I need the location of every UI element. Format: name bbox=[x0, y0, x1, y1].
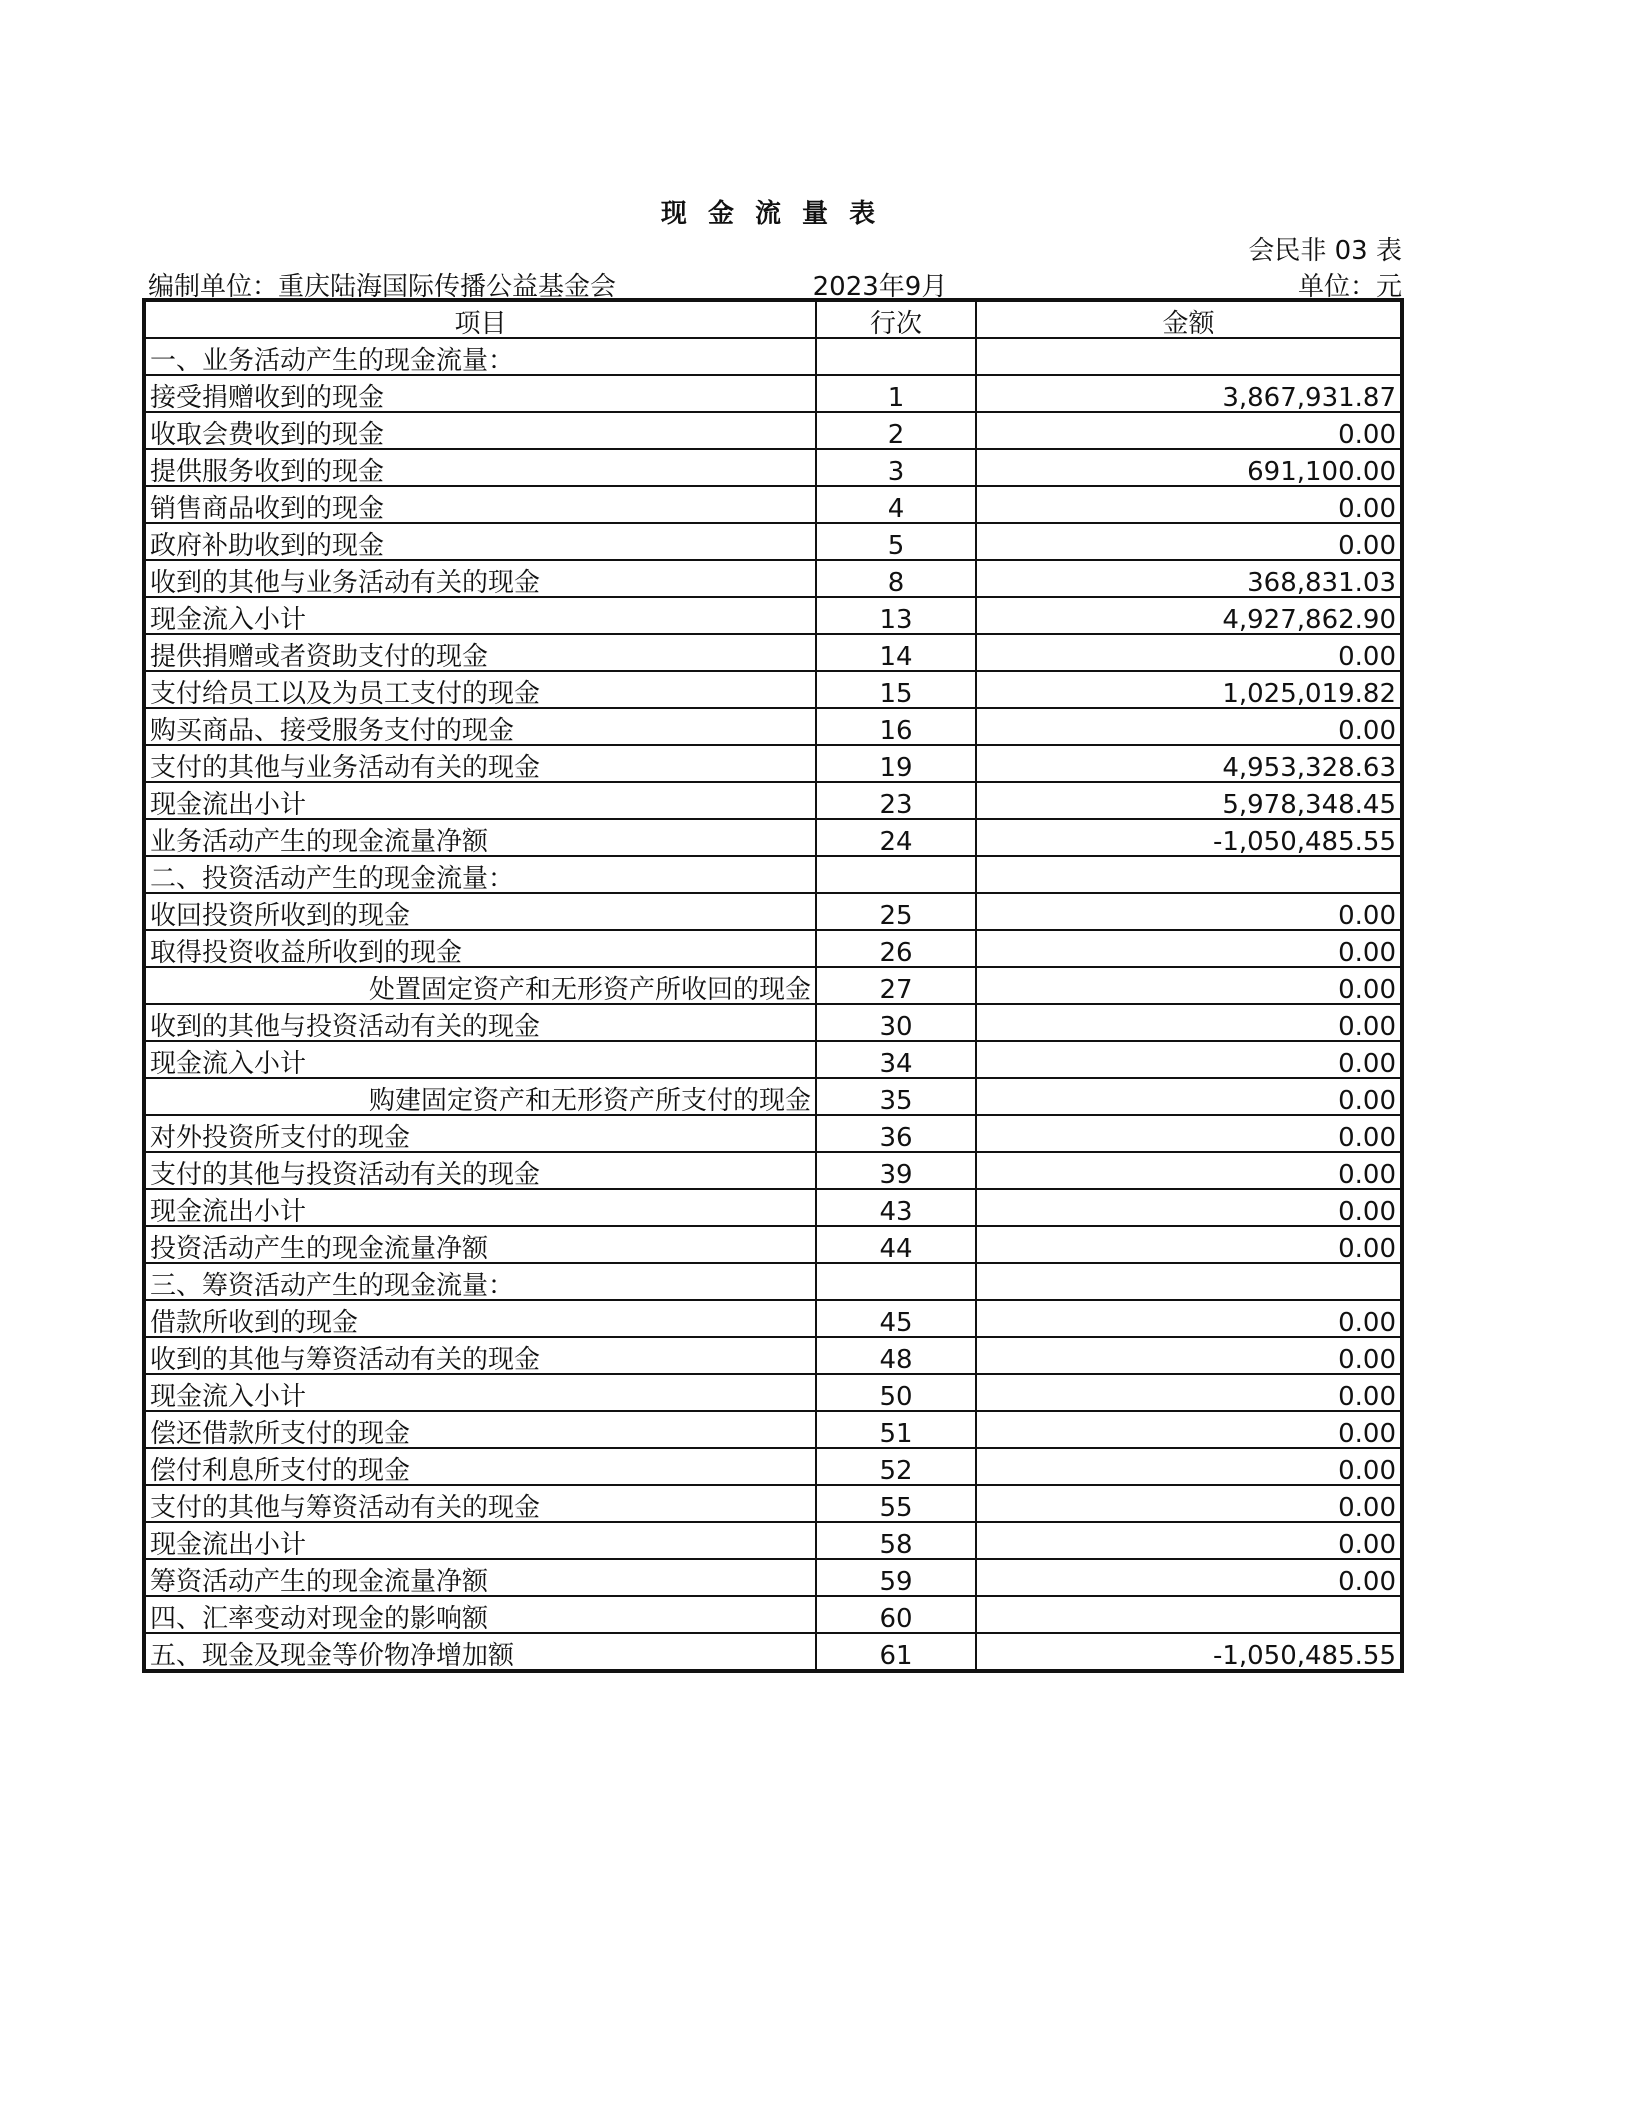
row-amount: 0.00 bbox=[976, 1337, 1400, 1374]
row-amount: 0.00 bbox=[976, 412, 1400, 449]
row-item: 销售商品收到的现金 bbox=[146, 486, 816, 523]
row-item: 购买商品、接受服务支付的现金 bbox=[146, 708, 816, 745]
row-line-no: 13 bbox=[816, 597, 976, 634]
row-item: 处置固定资产和无形资产所收回的现金 bbox=[146, 967, 816, 1004]
row-line-no: 1 bbox=[816, 375, 976, 412]
row-amount: 0.00 bbox=[976, 1226, 1400, 1263]
organization-label: 编制单位：重庆陆海国际传播公益基金会 bbox=[148, 272, 617, 302]
row-line-no: 15 bbox=[816, 671, 976, 708]
table-row bbox=[146, 560, 1400, 597]
row-line-no: 58 bbox=[816, 1522, 976, 1559]
row-amount bbox=[976, 1596, 1400, 1633]
table-row bbox=[146, 856, 1400, 893]
row-line-no: 44 bbox=[816, 1226, 976, 1263]
row-item: 四、汇率变动对现金的影响额 bbox=[146, 1596, 816, 1633]
row-line-no: 16 bbox=[816, 708, 976, 745]
row-line-no: 26 bbox=[816, 930, 976, 967]
row-line-no bbox=[816, 856, 976, 893]
row-amount: -1,050,485.55 bbox=[976, 819, 1400, 856]
table-row bbox=[146, 1115, 1400, 1152]
table-row bbox=[146, 930, 1400, 967]
row-item: 购建固定资产和无形资产所支付的现金 bbox=[146, 1078, 816, 1115]
row-amount: 0.00 bbox=[976, 1300, 1400, 1337]
row-line-no: 48 bbox=[816, 1337, 976, 1374]
row-amount: 0.00 bbox=[976, 1559, 1400, 1596]
row-amount: 4,953,328.63 bbox=[976, 745, 1400, 782]
row-amount: 0.00 bbox=[976, 1448, 1400, 1485]
row-item: 支付的其他与投资活动有关的现金 bbox=[146, 1152, 816, 1189]
row-item: 接受捐赠收到的现金 bbox=[146, 375, 816, 412]
table-row bbox=[146, 375, 1400, 412]
table-row bbox=[146, 1300, 1400, 1337]
row-item: 收到的其他与业务活动有关的现金 bbox=[146, 560, 816, 597]
row-line-no bbox=[816, 338, 976, 375]
table-row bbox=[146, 967, 1400, 1004]
row-item: 支付的其他与筹资活动有关的现金 bbox=[146, 1485, 816, 1522]
table-row bbox=[146, 1152, 1400, 1189]
row-item: 取得投资收益所收到的现金 bbox=[146, 930, 816, 967]
table-row bbox=[146, 1448, 1400, 1485]
row-item: 偿付利息所支付的现金 bbox=[146, 1448, 816, 1485]
row-amount: 5,978,348.45 bbox=[976, 782, 1400, 819]
row-line-no: 39 bbox=[816, 1152, 976, 1189]
row-line-no: 59 bbox=[816, 1559, 976, 1596]
row-line-no: 61 bbox=[816, 1633, 976, 1669]
row-amount: 4,927,862.90 bbox=[976, 597, 1400, 634]
row-amount: -1,050,485.55 bbox=[1212, 1641, 1396, 1669]
row-item: 提供捐赠或者资助支付的现金 bbox=[146, 634, 816, 671]
table-row bbox=[146, 1004, 1400, 1041]
row-amount: 1,025,019.82 bbox=[976, 671, 1400, 708]
row-item: 现金流入小计 bbox=[146, 597, 816, 634]
table-row bbox=[146, 449, 1400, 486]
row-amount: 0.00 bbox=[976, 1522, 1400, 1559]
table-row bbox=[146, 338, 1400, 375]
row-amount: 0.00 bbox=[976, 1041, 1400, 1078]
row-amount: 691,100.00 bbox=[976, 449, 1400, 486]
row-item: 政府补助收到的现金 bbox=[146, 523, 816, 560]
row-item: 现金流出小计 bbox=[146, 782, 816, 819]
row-amount bbox=[976, 856, 1400, 893]
row-item: 现金流出小计 bbox=[146, 1189, 816, 1226]
row-line-no bbox=[816, 1263, 976, 1300]
row-amount: 0.00 bbox=[976, 486, 1400, 523]
row-line-no: 55 bbox=[816, 1485, 976, 1522]
header-amount: 金额 bbox=[976, 302, 1400, 338]
row-amount bbox=[976, 338, 1400, 375]
table-row bbox=[146, 1485, 1400, 1522]
table-row bbox=[146, 893, 1400, 930]
row-line-no: 50 bbox=[816, 1374, 976, 1411]
table-row bbox=[146, 486, 1400, 523]
row-line-no: 60 bbox=[816, 1596, 976, 1633]
row-line-no: 52 bbox=[816, 1448, 976, 1485]
row-item: 收回投资所收到的现金 bbox=[146, 893, 816, 930]
table-row bbox=[146, 1263, 1400, 1300]
table-row bbox=[146, 412, 1400, 449]
table-row bbox=[146, 745, 1400, 782]
table-row bbox=[146, 1189, 1400, 1226]
table-row bbox=[146, 634, 1400, 671]
row-line-no: 14 bbox=[816, 634, 976, 671]
table-row bbox=[146, 1078, 1400, 1115]
row-amount: 0.00 bbox=[976, 1485, 1400, 1522]
row-item: 支付给员工以及为员工支付的现金 bbox=[146, 671, 816, 708]
row-line-no: 45 bbox=[816, 1300, 976, 1337]
cash-flow-table bbox=[142, 298, 1404, 1673]
row-item: 收到的其他与投资活动有关的现金 bbox=[146, 1004, 816, 1041]
table-row bbox=[146, 1374, 1400, 1411]
table-row bbox=[146, 597, 1400, 634]
row-line-no: 36 bbox=[816, 1115, 976, 1152]
row-item: 二、投资活动产生的现金流量： bbox=[146, 856, 816, 893]
row-line-no: 30 bbox=[816, 1004, 976, 1041]
table-row bbox=[146, 819, 1400, 856]
table-row bbox=[146, 708, 1400, 745]
row-amount: 0.00 bbox=[976, 523, 1400, 560]
header-item: 项目 bbox=[146, 302, 816, 338]
row-item: 三、筹资活动产生的现金流量： bbox=[146, 1263, 816, 1300]
table-row bbox=[146, 1411, 1400, 1448]
table-row bbox=[146, 1337, 1400, 1374]
row-amount: 0.00 bbox=[976, 893, 1400, 930]
row-line-no: 5 bbox=[816, 523, 976, 560]
table-row bbox=[146, 1633, 1400, 1669]
row-item: 业务活动产生的现金流量净额 bbox=[146, 819, 816, 856]
row-amount: 0.00 bbox=[976, 1115, 1400, 1152]
row-amount bbox=[976, 1263, 1400, 1300]
row-line-no: 27 bbox=[816, 967, 976, 1004]
row-amount: 3,867,931.87 bbox=[976, 375, 1400, 412]
row-amount: 0.00 bbox=[976, 1152, 1400, 1189]
row-item: 现金流入小计 bbox=[146, 1041, 816, 1078]
row-item: 对外投资所支付的现金 bbox=[146, 1115, 816, 1152]
row-line-no: 19 bbox=[816, 745, 976, 782]
table-row bbox=[146, 671, 1400, 708]
row-line-no: 35 bbox=[816, 1078, 976, 1115]
row-amount: 0.00 bbox=[976, 1411, 1400, 1448]
report-title: 现 金 流 量 表 bbox=[660, 199, 882, 229]
row-item: 收到的其他与筹资活动有关的现金 bbox=[146, 1337, 816, 1374]
row-line-no: 34 bbox=[816, 1041, 976, 1078]
row-item: 提供服务收到的现金 bbox=[146, 449, 816, 486]
row-item: 投资活动产生的现金流量净额 bbox=[146, 1226, 816, 1263]
row-amount: 0.00 bbox=[976, 708, 1400, 745]
row-item: 支付的其他与业务活动有关的现金 bbox=[146, 745, 816, 782]
row-line-no: 4 bbox=[816, 486, 976, 523]
row-item: 借款所收到的现金 bbox=[146, 1300, 816, 1337]
row-item: 一、业务活动产生的现金流量： bbox=[146, 338, 816, 375]
row-line-no: 43 bbox=[816, 1189, 976, 1226]
row-amount: 0.00 bbox=[976, 1078, 1400, 1115]
table-row bbox=[146, 1559, 1400, 1596]
row-line-no: 8 bbox=[816, 560, 976, 597]
row-amount: 0.00 bbox=[976, 1004, 1400, 1041]
unit-label: 单位：元 bbox=[1297, 272, 1402, 302]
row-line-no: 25 bbox=[816, 893, 976, 930]
row-line-no: 51 bbox=[816, 1411, 976, 1448]
form-code: 会民非 03 表 bbox=[1248, 236, 1402, 266]
row-amount: 0.00 bbox=[976, 930, 1400, 967]
table-row bbox=[146, 1522, 1400, 1559]
table-row bbox=[146, 1226, 1400, 1263]
row-item: 筹资活动产生的现金流量净额 bbox=[146, 1559, 816, 1596]
table-row bbox=[146, 1041, 1400, 1078]
header-line-no: 行次 bbox=[816, 302, 976, 338]
row-line-no: 2 bbox=[816, 412, 976, 449]
row-amount: 0.00 bbox=[976, 967, 1400, 1004]
row-amount: 0.00 bbox=[976, 1374, 1400, 1411]
table-row bbox=[146, 1596, 1400, 1633]
row-item: 偿还借款所支付的现金 bbox=[146, 1411, 816, 1448]
row-item: 现金流入小计 bbox=[146, 1374, 816, 1411]
row-amount: 368,831.03 bbox=[976, 560, 1400, 597]
row-line-no: 24 bbox=[816, 819, 976, 856]
report-period: 2023年9月 bbox=[812, 272, 948, 302]
row-item: 现金流出小计 bbox=[146, 1522, 816, 1559]
table-row bbox=[146, 782, 1400, 819]
table-header-row bbox=[146, 302, 1400, 338]
row-line-no: 23 bbox=[816, 782, 976, 819]
row-amount: 0.00 bbox=[976, 1189, 1400, 1226]
table-row bbox=[146, 523, 1400, 560]
row-item: 五、现金及现金等价物净增加额 bbox=[146, 1633, 816, 1669]
row-amount: 0.00 bbox=[976, 634, 1400, 671]
row-line-no: 3 bbox=[816, 449, 976, 486]
row-item: 收取会费收到的现金 bbox=[146, 412, 816, 449]
